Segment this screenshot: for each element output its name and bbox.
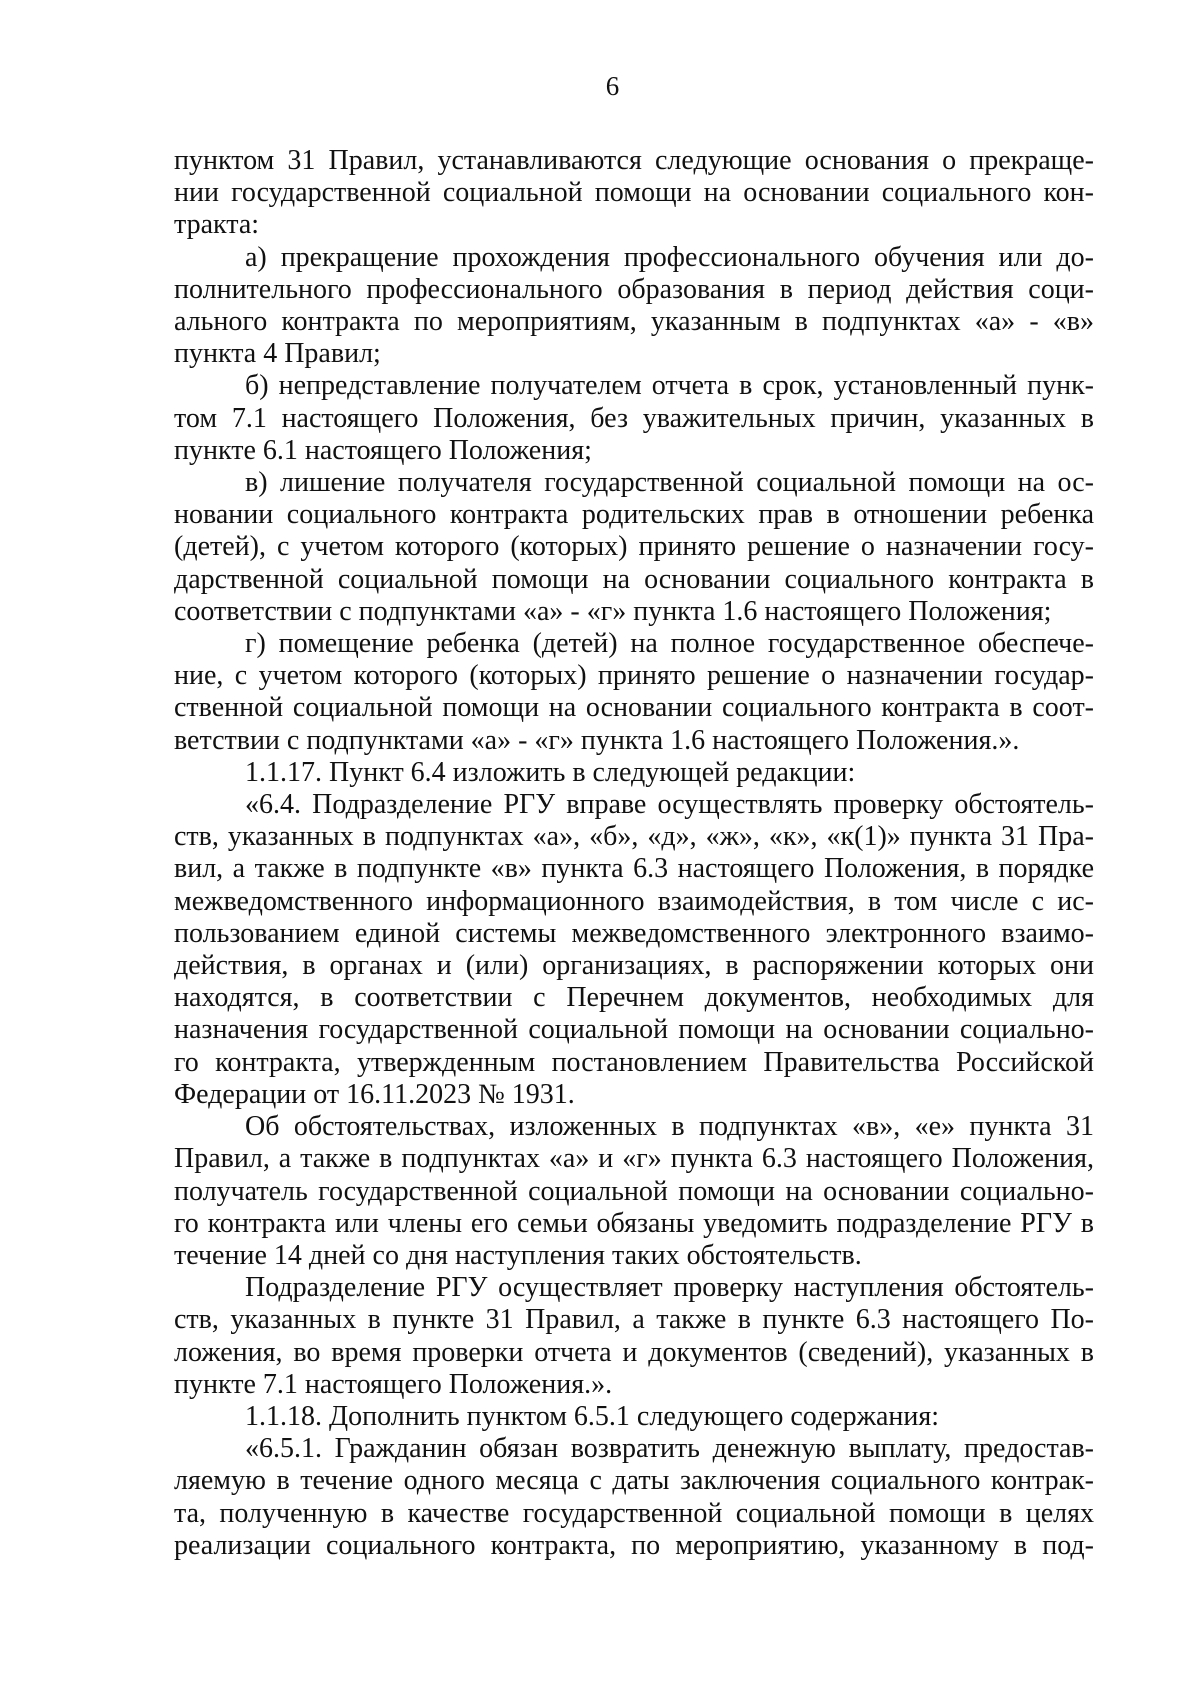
- text-line: ветствии с подпунктами «а» - «г» пункта 1.6 настоящего Положения.».: [174, 724, 1020, 756]
- paragraph: [174, 242, 1094, 371]
- text-line: нии государственной социальной помощи на основании социального кон-: [174, 177, 1094, 209]
- text-line: Федерации от 16.11.2023 № 1931.: [174, 1078, 575, 1110]
- text-line: 1.1.17. Пункт 6.4 изложить в следующей редакции:: [245, 756, 856, 788]
- paragraph: [174, 467, 1094, 628]
- text-line: действия, в органах и (или) организациях, в распоряжении которых они: [174, 950, 1094, 982]
- text-line: (детей), с учетом которого (которых) принято решение о назначении госу-: [174, 531, 1094, 563]
- paragraph: [174, 1272, 1094, 1401]
- text-line: ние, с учетом которого (которых) принято решение о назначении государ-: [174, 660, 1094, 692]
- text-line: соответствии с подпунктами «а» - «г» пункта 1.6 настоящего Положения;: [174, 595, 1052, 627]
- text-line: го контракта или члены его семьи обязаны уведомить подразделение РГУ в: [174, 1207, 1094, 1239]
- text-line: межведомственного информационного взаимодействия, в том числе с ис-: [174, 885, 1094, 917]
- paragraph: [174, 757, 1094, 789]
- text-line: в) лишение получателя государственной социальной помощи на ос-: [245, 467, 1094, 499]
- text-line: течение 14 дней со дня наступления таких обстоятельств.: [174, 1239, 862, 1271]
- text-line: «6.4. Подразделение РГУ вправе осуществлять проверку обстоятель-: [245, 789, 1094, 821]
- text-line: ств, указанных в подпунктах «а», «б», «д», «ж», «к», «к(1)» пункта 31 Пра-: [174, 821, 1094, 853]
- text-line: находятся, в соответствии с Перечнем документов, необходимых для: [174, 982, 1094, 1014]
- text-line: тракта:: [174, 209, 260, 241]
- text-line: полнительного профессионального образования в период действия соци-: [174, 273, 1094, 305]
- text-line: г) помещение ребенка (детей) на полное государственное обеспече-: [245, 628, 1094, 660]
- text-line: Об обстоятельствах, изложенных в подпунктах «в», «е» пункта 31: [245, 1111, 1094, 1143]
- text-line: ств, указанных в пункте 31 Правил, а также в пункте 6.3 настоящего По-: [174, 1304, 1094, 1336]
- text-line: б) непредставление получателем отчета в срок, установленный пунк-: [245, 370, 1094, 402]
- text-line: Правил, а также в подпунктах «а» и «г» пункта 6.3 настоящего Положения,: [174, 1143, 1094, 1175]
- text-line: назначения государственной социальной помощи на основании социально-: [174, 1014, 1094, 1046]
- text-line: го контракта, утвержденным постановлением Правительства Российской: [174, 1046, 1094, 1078]
- text-line: пункте 7.1 настоящего Положения.».: [174, 1368, 613, 1400]
- text-line: получатель государственной социальной помощи на основании социально-: [174, 1175, 1094, 1207]
- text-line: ственной социальной помощи на основании социального контракта в соот-: [174, 692, 1094, 724]
- paragraph: [174, 1111, 1094, 1272]
- paragraph: [174, 1433, 1094, 1562]
- paragraph: [174, 370, 1094, 467]
- text-line: Подразделение РГУ осуществляет проверку наступления обстоятель-: [245, 1272, 1094, 1304]
- text-line: пункта 4 Правил;: [174, 338, 381, 370]
- text-line: том 7.1 настоящего Положения, без уважительных причин, указанных в: [174, 402, 1094, 434]
- paragraph: [174, 1401, 1094, 1433]
- text-line: вил, а также в подпункте «в» пункта 6.3 настоящего Положения, в порядке: [174, 853, 1094, 885]
- text-line: дарственной социальной помощи на основании социального контракта в: [174, 563, 1094, 595]
- paragraph: [174, 145, 1094, 242]
- paragraph: [174, 789, 1094, 1111]
- paragraph: [174, 628, 1094, 757]
- text-line: ального контракта по мероприятиям, указанным в подпунктах «а» - «в»: [174, 306, 1094, 338]
- text-line: пунктом 31 Правил, устанавливаются следующие основания о прекраще-: [174, 145, 1094, 176]
- page-number: 6: [605, 71, 620, 101]
- text-line: реализации социального контракта, по мероприятию, указанному в под-: [174, 1529, 1094, 1561]
- text-line: новании социального контракта родительских прав в отношении ребенка: [174, 499, 1094, 531]
- text-line: пользованием единой системы межведомственного электронного взаимо-: [174, 917, 1094, 949]
- text-line: а) прекращение прохождения профессионального обучения или до-: [245, 241, 1094, 273]
- text-line: пункте 6.1 настоящего Положения;: [174, 434, 592, 466]
- text-line: ложения, во время проверки отчета и документов (сведений), указанных в: [174, 1336, 1094, 1368]
- text-line: 1.1.18. Дополнить пунктом 6.5.1 следующего содержания:: [245, 1400, 940, 1432]
- text-line: та, полученную в качестве государственной социальной помощи в целях: [174, 1497, 1094, 1529]
- text-line: «6.5.1. Гражданин обязан возвратить денежную выплату, предостав-: [245, 1433, 1094, 1465]
- document-body: [174, 145, 1094, 1562]
- text-line: ляемую в течение одного месяца с даты заключения социального контрак-: [174, 1465, 1094, 1497]
